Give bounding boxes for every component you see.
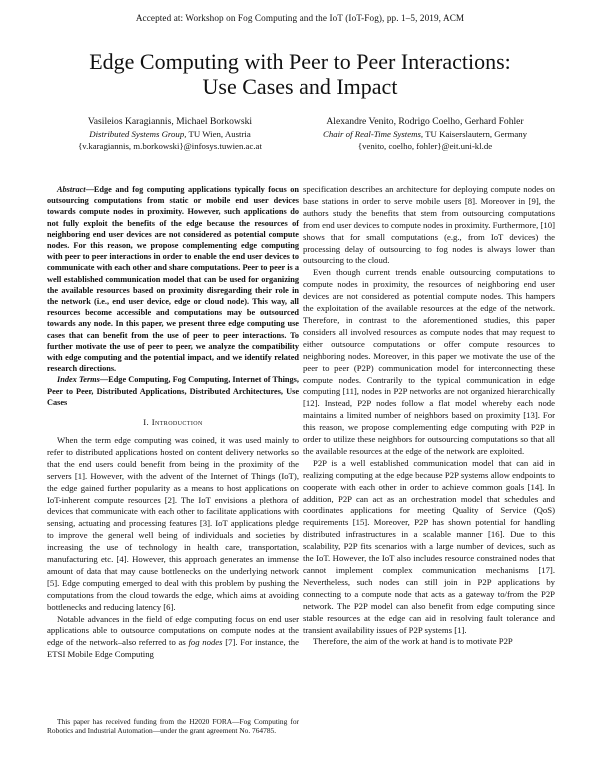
author-group: Distributed Systems Group, <box>89 129 187 139</box>
author-list <box>0 116 600 166</box>
paragraph: specification describes an architecture for deploying compute nodes on base stations in order to serve mobile users [8]. Moreover in [9], the authors study the benefits that stem from outsourcing computations from end user devices to compute nodes in proximity. Furthermore, [10] shows that for small computations (e.g., from IoT devices) the processing delay of outsourcing to fog nodes is always lower than outsourcing to the cloud. <box>303 184 555 266</box>
right-column <box>303 184 555 648</box>
abstract <box>47 184 299 374</box>
author-affiliation <box>89 129 251 139</box>
acceptance-note: Accepted at: Workshop on Fog Computing and the IoT (IoT-Fog), pp. 1–5, 2019, ACM <box>135 13 465 23</box>
paragraph: Even though current trends enable outsourcing computations to compute nodes in proximity, the resources of neighboring end user devices are not considered as potential compute nodes. This hampers the exploitation of the available resources at the edge of the network. Therefore, in contrast to the aforementioned studies, this paper considers all involved resources as compute nodes that may request to either outsource computations or offer compute resources to neighboring nodes. Moreover, in this paper we motivate the use of the peer to peer (P2P) communication model for interconnecting these compute nodes. Contrarily to the typical communication in edge computing [11], nodes in P2P networks are not organized hierarchically [12]. Instead, P2P nodes follow a flat model whereby each node maintains a limited number of neighbors based on proximity [13]. For this reason, we propose complementing edge computing with P2P in order to utilize these neighbors for outsourcing computations so that all the available resources at the edge of the network are exploited. <box>303 267 555 456</box>
abstract-text: —Edge and fog computing applications typically focus on outsourcing computations from static or mobile end user devices towards compute nodes in proximity. However, such applications do not fully exploit the benefits of the edge because the resources of neighboring end user devices are not considered as potential compute nodes. For this reason, we propose complementing edge computing with peer to peer interactions in order to enable the end user devices to communicate with each other and share computations. Peer to peer is a well established communication model that can be used for organizing the available resources based on proximity disregarding their role in the network (i.e., end user device, edge or cloud node). This way, all resources become accessible and computations may be outsourced towards any node. In this paper, we present three edge computing use cases that can benefit from the use of peer to peer interactions. To further motivate the use of peer to peer, we analyze the compatibility with edge computing and the potential impact, and we identify related research directions. <box>47 185 299 374</box>
abstract-lead: Abstract <box>57 185 86 194</box>
section-number: I. <box>143 417 152 428</box>
emphasis-fog-nodes: fog nodes <box>188 637 223 648</box>
section-title: Introduction <box>151 417 203 428</box>
author-institution: TU Wien, Austria <box>186 129 251 139</box>
footnote-text: This paper has received funding from the H2020 FORA—Fog Computing for Robotics and Industrial Automation—under the grant agreement No. 764785. <box>47 717 299 736</box>
index-terms-text: —Edge Computing, Fog Computing, Internet of Things, Peer to Peer, Distributed Applications, Distributed Architectures, Use Cases <box>47 375 299 407</box>
author-block-kaiserslautern <box>300 116 550 152</box>
index-terms <box>47 374 299 408</box>
paragraph-text: Notable advances in the field of edge computing focus on end user applications able to outsource computations on compute nodes at the edge of the network–also referred to as <box>47 613 299 648</box>
paragraph: P2P is a well established communication model that can aid in realizing computing at the edge because P2P systems allow endpoints to cooperate with each other in order to achieve common goals [14]. In addition, P2P can act as an orchestration model that schedules and coordinates applications for meeting Quality of Service (QoS) requirements [15]. Moreover, P2P has shown potential for handling distributed infrastructures in a scalable manner [16]. Due to this scalability, P2P fits scenarios with a large number of devices, such as the IoT. However, the IoT also includes resource constrained nodes that cannot implement complex communication mechanisms [17]. Nevertheless, such nodes can still join in P2P applications by connecting to a compute node that acts as a gateway to/from the P2P network. The P2P model can also benefit from edge computing since stable resources at the edge can aid in resolving fault tolerance and transient availability issues of P2P systems [1]. <box>303 457 555 635</box>
section-heading-introduction <box>47 417 299 429</box>
author-names: Vasileios Karagiannis, Michael Borkowski <box>87 116 253 127</box>
author-group: Chair of Real-Time Systems, <box>322 129 424 139</box>
author-email: {v.karagiannis, m.borkowski}@infosys.tuwien.ac.at <box>78 141 262 151</box>
author-block-wien <box>45 116 295 152</box>
paragraph: Therefore, the aim of the work at hand is to motivate P2P <box>313 636 513 647</box>
paper-title <box>20 49 580 99</box>
paper-title-line-2: Use Cases and Impact <box>202 74 398 99</box>
author-institution: TU Kaiserslautern, Germany <box>423 129 528 139</box>
paragraph <box>47 614 299 662</box>
left-column <box>47 184 299 661</box>
author-affiliation <box>323 129 527 139</box>
index-terms-lead: Index Terms <box>57 375 100 385</box>
paragraph: When the term edge computing was coined, it was used mainly to refer to distributed applications hosted on content delivery networks so that the end users could benefit from being in the proximity of the servers [1]. However, with the advent of the Internet of Things (IoT), the edge gained further popularity as a means to host applications on IoT-inherent compute resources [2]. The IoT envisions a plethora of devices that communicate with each other to facilitate applications with sensing, actuating and processing features [3]. IoT applications pledge to improve the general well being of individuals and societies by increasing the use of technology in health care, transportation, manufacturing etc. [4]. However, this approach generates an immense amount of data that may cause bottlenecks on the underlying network [5]. Edge computing emerged to deal with this problem by pushing the computations from the cloud towards the edge, which aims at avoiding bottlenecks and reducing latency [6]. <box>47 434 299 612</box>
paragraph-text: [7]. For instance, the ETSI Mobile Edge Computing <box>47 637 299 660</box>
author-names: Alexandre Venito, Rodrigo Coelho, Gerhard Fohler <box>326 116 524 127</box>
paper-title-line-1: Edge Computing with Peer to Peer Interactions: <box>89 49 511 74</box>
funding-footnote <box>47 717 299 736</box>
author-email: {venito, coelho, fohler}@eit.uni-kl.de <box>357 141 493 151</box>
